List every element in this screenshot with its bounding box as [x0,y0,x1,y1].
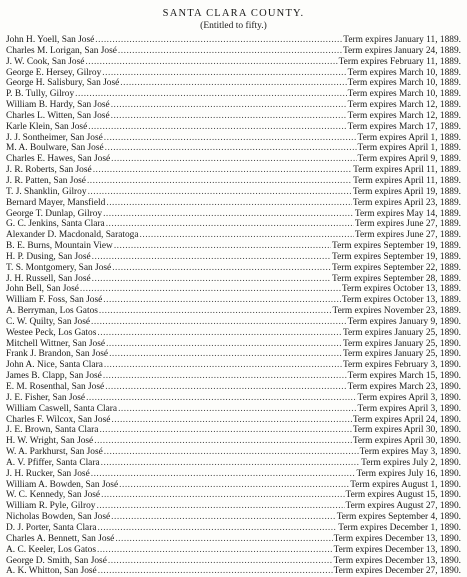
leader-dots [87,176,352,187]
list-item [6,306,461,317]
entry-name: George D. Smith, San José [6,555,107,566]
entry-name: H. P. Dusing, San José [6,251,91,262]
leader-dots [96,501,344,512]
leader-dots [111,111,347,122]
entry-name: W. C. Kennedy, San José [6,490,101,501]
list-item [6,490,461,501]
leader-dots [108,556,333,567]
entry-term: Term expires October 13, 1889. [341,295,461,306]
entry-name: J. H. Rucker, San José [6,468,90,479]
entry-term: Term expires September 4, 1890. [336,512,461,523]
entry-term: Term expires May 14, 1889. [354,208,461,219]
list-item [6,78,461,89]
list-item [6,371,461,382]
entry-term: Term expires January 25, 1890. [342,327,461,338]
list-item [6,35,461,46]
leader-dots [102,68,346,79]
entry-term: Term expires April 1, 1889. [357,132,461,143]
list-item [6,274,461,285]
entry-term: Term expires January 24, 1889. [342,45,461,56]
list-item [6,89,461,100]
leader-dots [99,425,351,436]
list-item [6,263,461,274]
entry-term: Term expires February 11, 1889. [338,56,461,67]
entry-name: Westee Peck, Los Gatos [6,327,97,338]
leader-dots [104,447,359,458]
list-item [6,349,461,360]
list-item [6,501,461,512]
leader-dots [86,393,356,404]
list-item [6,219,461,230]
leader-dots [92,274,331,285]
entry-name: B. E. Burns, Mountain View [6,241,113,252]
entry-term: Term expires April 1, 1889. [357,143,461,154]
entry-term: Term expires October 13, 1889. [341,284,461,295]
leader-dots [140,230,354,241]
entry-term: Term expires August 1, 1890. [350,479,461,490]
list-item [6,415,461,426]
list-item [6,393,461,404]
entry-term: Term expires April 19, 1889. [352,186,461,197]
list-item [6,187,461,198]
entry-term: Term expires February 3, 1890. [342,360,461,371]
leader-dots [118,404,356,415]
entry-name: G. C. Jenkins, Santa Clara [6,219,105,230]
list-item [6,284,461,295]
list-item [6,382,461,393]
entry-name: J. E. Brown, Santa Clara [6,425,99,436]
entry-name: Charles A. Bennett, San José [6,533,115,544]
entry-term: Term expires December 27, 1890. [333,566,461,577]
list-item [6,133,461,144]
leader-dots [104,133,357,144]
list-item [6,523,461,534]
entry-name: J. H. Russell, San José [6,273,91,284]
entry-term: Term expires April 11, 1889. [353,175,461,186]
entry-name: M. A. Boulware, San José [6,143,104,154]
entry-term: Term expires January 25, 1890. [342,349,461,360]
entry-name: T. J. Shanklin, Gilroy [6,186,87,197]
leader-dots [111,154,356,165]
leader-dots [92,252,331,263]
list-item [6,111,461,122]
entry-term: Term expires September 22, 1889. [332,262,461,273]
entry-term: Term expires April 3, 1890. [357,403,461,414]
list-item [6,252,461,263]
entry-name: George E. Hersey, Gilroy [6,67,102,78]
entry-name: A. K. Whitton, San José [6,566,97,577]
leader-dots [119,480,349,491]
entry-term: Term expires May 3, 1890. [359,447,461,458]
entry-name: George T. Dunlap, Gilroy [6,208,103,219]
entry-name: William B. Hardy, San José [6,100,110,111]
list-item [6,176,461,187]
leader-dots [106,219,354,230]
entry-term: Term expires July 2, 1890. [361,457,461,468]
entry-term: Term expires March 17, 1889. [347,121,461,132]
entry-name: A. V. Pfiffer, Santa Clara [6,457,100,468]
entry-term: Term expires April 24, 1890. [352,414,461,425]
entry-name: J. W. Cook, San José [6,56,85,67]
entry-name: A. Berryman, Los Gatos [6,306,98,317]
leader-dots [115,534,332,545]
entry-term: Term expires March 12, 1889. [347,100,461,111]
entry-name: Charles M. Lorigan, San José [6,45,117,56]
list-item [6,295,461,306]
list-item [6,458,461,469]
entry-term: Term expires August 15, 1890. [345,490,461,501]
leader-dots [98,566,333,577]
leader-dots [98,523,338,534]
list-item [6,100,461,111]
entry-name: George H. Salisbury, San José [6,78,120,89]
list-item [6,143,461,154]
entry-name: Bernard Mayer, Mansfield [6,197,106,208]
entry-term: Term expires September 28, 1889. [332,273,461,284]
leader-dots [80,284,341,295]
list-item [6,480,461,491]
entry-name: William A. Bowden, San José [6,479,119,490]
entry-term: Term expires August 27, 1890. [345,501,461,512]
list-item [6,57,461,68]
entry-name: J. R. Patten, San José [6,175,86,186]
leader-dots [93,165,352,176]
leader-dots [75,89,346,100]
list-item [6,328,461,339]
leader-dots [105,143,357,154]
leader-dots [97,328,342,339]
entry-name: J. E. Fisher, San José [6,392,86,403]
entry-term: Term expires April 30, 1890. [352,425,461,436]
leader-dots [99,306,332,317]
entry-name: William Caswell, Santa Clara [6,403,118,414]
entry-term: Term expires March 23, 1890. [347,382,461,392]
entry-term: Term expires December 13, 1890. [333,544,461,555]
entry-name: J. J. Sontheimer, San José [6,132,103,143]
list-item [6,198,461,209]
entry-term: Term expires January 9, 1890. [347,316,461,327]
entry-name: J. R. Roberts, San José [6,165,92,176]
entry-name: John A. Nice, Santa Clara [6,360,103,371]
entry-name: A. C. Keeler, Los Gatos [6,544,96,555]
leader-dots [91,317,347,328]
entry-term: Term expires June 27, 1889. [354,230,461,241]
leader-dots [91,469,356,480]
entry-name: Alexander D. Macdonald, Saratoga [6,230,139,241]
list-item [6,469,461,480]
county-subheading: (Entitled to fifty.) [200,21,267,31]
entry-name: P. B. Tully, Gilroy [6,89,75,100]
entry-name: Charles F. Wilcox, San José [6,414,111,425]
entry-name: Karle Klein, San José [6,121,88,132]
entry-term: Term expires April 9, 1889. [357,154,461,165]
entry-term: Term expires January 11, 1889. [343,35,461,45]
list-item [6,534,461,545]
entry-term: Term expires July 16, 1890. [356,468,461,479]
entry-term: Term expires December 1, 1890. [338,522,461,533]
leader-dots [111,512,336,523]
leader-dots [106,339,342,350]
entry-name: John H. Yoell, San José [6,35,95,45]
entry-name: John Bell, San José [6,284,79,295]
list-item [6,241,461,252]
list-item [6,68,461,79]
list-item [6,545,461,556]
list-item [6,209,461,220]
entry-name: Nicholas Bowden, San José [6,512,111,523]
county-heading: SANTA CLARA COUNTY. [162,8,305,19]
entry-term: Term expires March 15, 1890. [347,371,461,382]
leader-dots [111,415,351,426]
entry-name: William R. Pyle, Gilroy [6,501,96,512]
leader-dots [101,458,361,469]
entry-term: Term expires September 19, 1889. [332,251,461,262]
leader-dots [94,436,352,447]
notary-list [6,35,461,577]
entry-term: Term expires March 10, 1889. [347,89,461,100]
leader-dots [105,382,346,393]
entry-name: William F. Foss, San José [6,295,103,306]
leader-dots [104,360,342,371]
list-item [6,425,461,436]
leader-dots [103,209,354,220]
leader-dots [109,349,342,360]
list-item [6,317,461,328]
entry-term: Term expires December 13, 1890. [333,533,461,544]
leader-dots [85,57,337,68]
entry-term: Term expires April 23, 1889. [352,197,461,208]
entry-term: Term expires April 30, 1890. [352,436,461,447]
list-item [6,447,461,458]
entry-term: Term expires April 11, 1889. [353,165,461,176]
entry-name: Mitchell Wittner, San José [6,338,106,349]
leader-dots [103,371,347,382]
list-item [6,512,461,523]
leader-dots [118,46,342,57]
entry-name: H. W. Wright, San José [6,436,94,447]
leader-dots [111,100,347,111]
leader-dots [114,241,331,252]
list-item [6,404,461,415]
entry-term: Term expires December 13, 1890. [333,555,461,566]
leader-dots [101,490,344,501]
list-item [6,230,461,241]
entry-term: Term expires June 27, 1889. [354,219,461,230]
list-item [6,122,461,133]
entry-name: Charles L. Witten, San José [6,110,110,121]
entry-name: James B. Clapp, San José [6,371,102,382]
list-item [6,556,461,567]
entry-term: Term expires March 10, 1889. [347,67,461,78]
entry-name: Frank J. Brandon, San José [6,349,109,360]
leader-dots [106,198,351,209]
entry-term: Term expires March 10, 1889. [347,78,461,89]
entry-term: Term expires April 3, 1890. [357,392,461,403]
entry-name: C. W. Quilty, San José [6,316,91,327]
list-item [6,154,461,165]
list-item [6,436,461,447]
entry-term: Term expires September 19, 1889. [332,241,461,252]
list-item [6,165,461,176]
entry-name: T. S. Montgomery, San José [6,262,112,273]
entry-name: E. M. Rosenthal, San José [6,382,105,392]
list-item [6,360,461,371]
entry-term: Term expires January 25, 1890. [342,338,461,349]
entry-name: W. A. Parkhurst, San José [6,447,103,458]
leader-dots [97,545,333,556]
list-item [6,46,461,57]
leader-dots [120,78,346,89]
list-item [6,339,461,350]
entry-name: Charles E. Hawes, San José [6,154,111,165]
list-item [6,566,461,577]
entry-term: Term expires March 12, 1889. [347,110,461,121]
leader-dots [112,263,331,274]
leader-dots [88,122,346,133]
leader-dots [95,35,342,46]
leader-dots [103,295,341,306]
entry-term: Term expires November 23, 1889. [332,306,461,317]
leader-dots [88,187,352,198]
entry-name: D. J. Porter, Santa Clara [6,522,97,533]
